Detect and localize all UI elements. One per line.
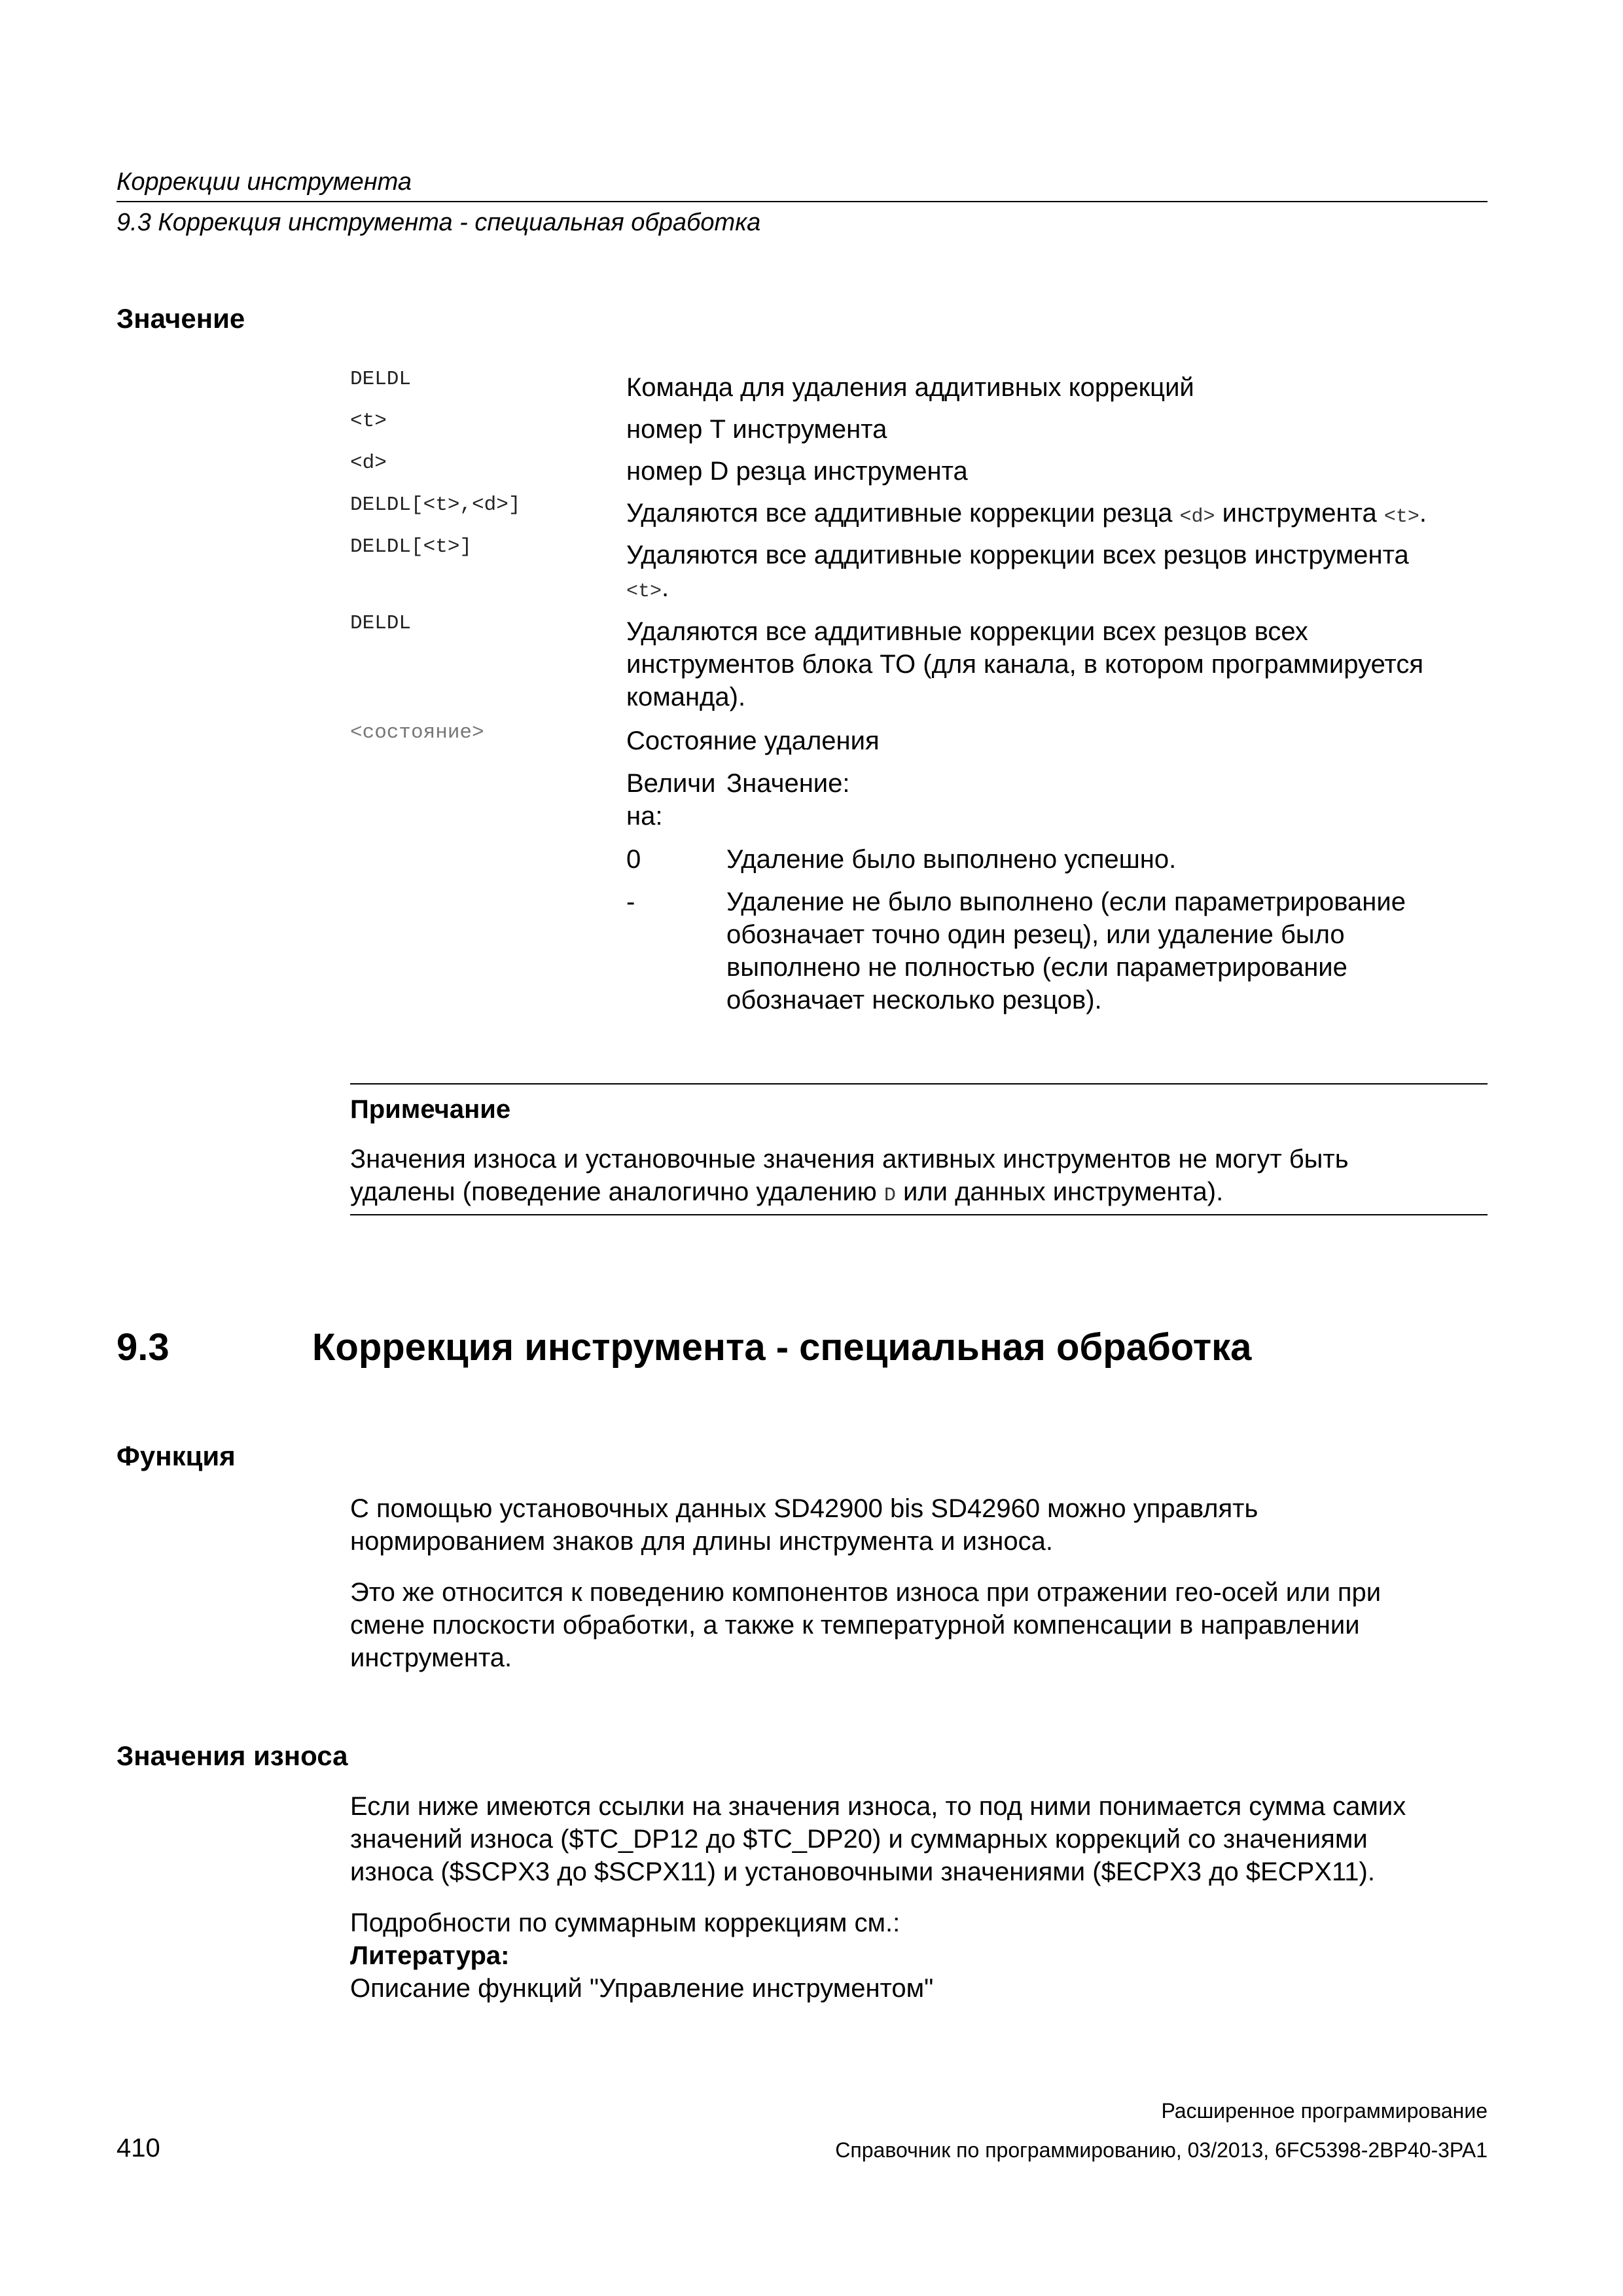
value-text-line: обозначает несколько резцов). [726, 986, 1102, 1014]
paragraph-line: Если ниже имеются ссылки на значения износа, то под ними понимается сумма самих [350, 1792, 1406, 1821]
param-desc: Команда для удаления аддитивных коррекций [626, 373, 1194, 402]
param-desc-line: инструментов блока TO (для канала, в котором программируется [626, 650, 1424, 679]
note-bottom-rule [350, 1214, 1488, 1215]
running-header-chapter: Коррекции инструмента [116, 168, 412, 196]
function-heading: Функция [116, 1441, 236, 1471]
param-desc-text: . [662, 573, 669, 602]
paragraph-line: смене плоскости обработки, а также к температурной компенсации в направлении [350, 1611, 1360, 1640]
param-desc-text: . [1419, 499, 1427, 528]
param-desc-code: <t> [626, 581, 662, 603]
page-number: 410 [116, 2134, 160, 2162]
note-line [350, 1175, 1223, 1212]
section-number: 9.3 [116, 1326, 169, 1369]
paragraph-line: нормированием знаков для длины инструмента и износа. [350, 1527, 1053, 1556]
value-key: - [626, 888, 635, 916]
param-code: DELDL [350, 368, 412, 391]
param-desc: Удаляются все аддитивные коррекции всех резцов инструмента [626, 541, 1409, 569]
param-desc [626, 497, 1427, 533]
param-desc-code: <t> [1383, 506, 1419, 528]
param-desc-text: Удаляются все аддитивные коррекции резца [626, 499, 1180, 528]
param-desc: номер D резца инструмента [626, 457, 968, 486]
value-text-line: обозначает точно один резец), или удаление было [726, 920, 1345, 949]
wear-heading: Значения износа [116, 1740, 348, 1771]
running-header-section: 9.3 Коррекция инструмента - специальная обработка [116, 209, 761, 236]
paragraph-line: инструмента. [350, 1643, 512, 1672]
values-heading: Значение: [726, 769, 850, 798]
note-text: удалены (поведение аналогично удалению [350, 1177, 884, 1206]
reference-label: Литература: [350, 1941, 510, 1970]
paragraph-line: Это же относится к поведению компонентов износа при отражении гео-осей или при [350, 1578, 1382, 1607]
note-text: или данных инструмента). [895, 1177, 1224, 1206]
reference-text: Описание функций "Управление инструментом" [350, 1974, 934, 2003]
param-desc-code: <d> [1179, 506, 1215, 528]
param-desc-line2 [626, 571, 669, 608]
note-title: Примечание [350, 1095, 511, 1124]
param-desc: Состояние удаления [626, 726, 880, 755]
header-rule [116, 201, 1488, 202]
value-text: Удаление было выполнено успешно. [726, 845, 1177, 874]
note-code: D [883, 1185, 896, 1207]
value-text-line: выполнено не полностью (если параметрирование [726, 953, 1347, 982]
section-title: Коррекция инструмента - специальная обработка [312, 1326, 1252, 1369]
paragraph-line: износа ($SCPX3 до $SCPX11) и установочными значениями ($ECPX3 до $ECPX11). [350, 1857, 1375, 1886]
footer-reference: Справочник по программированию, 03/2013, 6FC5398-2BP40-3PA1 [835, 2138, 1488, 2162]
param-code: <d> [350, 452, 387, 475]
meaning-heading: Значение [116, 303, 245, 334]
param-code: DELDL [350, 612, 412, 635]
param-desc-text: инструмента [1215, 499, 1384, 528]
paragraph-line: С помощью установочных данных SD42900 bis SD42960 можно управлять [350, 1494, 1258, 1523]
footer-book-title: Расширенное программирование [1161, 2099, 1488, 2123]
param-code: <состояние> [350, 721, 484, 744]
note-line: Значения износа и установочные значения активных инструментов не могут быть [350, 1145, 1349, 1174]
paragraph-line: значений износа ($TC_DP12 до $TC_DP20) и суммарных коррекций со значениями [350, 1825, 1368, 1854]
param-code: DELDL[<t>] [350, 535, 473, 558]
param-desc-line: команда). [626, 683, 746, 711]
reference-intro: Подробности по суммарным коррекциям см.: [350, 1909, 901, 1937]
values-label: на: [626, 802, 663, 831]
param-code: <t> [350, 410, 387, 433]
note-top-rule [350, 1083, 1488, 1085]
param-code: DELDL[<t>,<d>] [350, 493, 521, 516]
param-desc-line: Удаляются все аддитивные коррекции всех резцов всех [626, 617, 1308, 646]
value-key: 0 [626, 845, 641, 874]
param-desc: номер T инструмента [626, 415, 887, 444]
value-text-line: Удаление не было выполнено (если параметрирование [726, 888, 1406, 916]
values-label: Величи [626, 769, 716, 798]
